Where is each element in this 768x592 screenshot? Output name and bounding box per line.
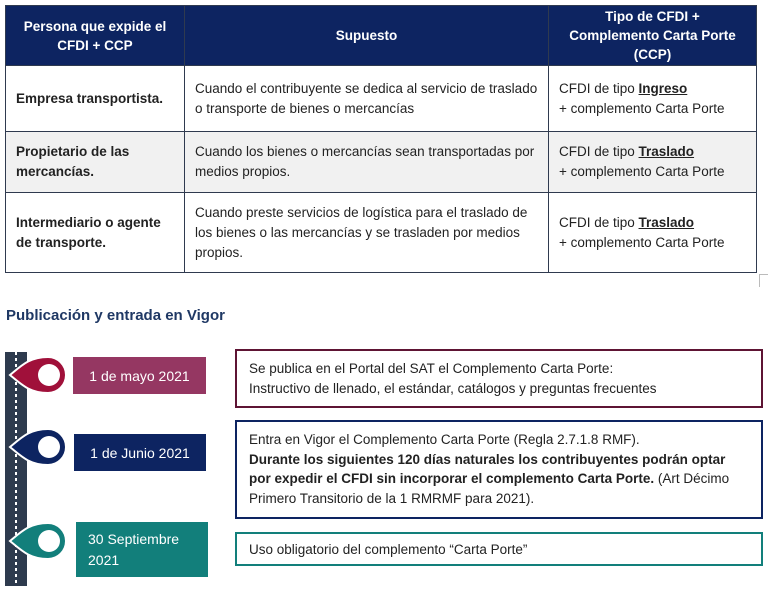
- tipo-suffix: + complemento Carta Porte: [559, 100, 725, 116]
- event-text: Entra en Vigor el Complemento Carta Porte (Regla 2.7.1.8 RMF).: [249, 432, 640, 447]
- event-description-september: [235, 532, 763, 566]
- tipo-suffix: + complemento Carta Porte: [559, 164, 725, 179]
- table-row: [6, 132, 757, 193]
- cell-supuesto: Cuando los bienes o mercancías sean transportadas por medios propios.: [185, 132, 549, 193]
- header-tipo: Tipo de CFDI + Complemento Carta Porte (CCP): [549, 6, 757, 66]
- event-description-may: [235, 349, 763, 408]
- date-line2: 2021: [88, 551, 120, 568]
- map-pin-icon: [8, 521, 70, 561]
- cell-persona: Propietario de las mercancías.: [6, 132, 185, 193]
- date-line1: 30 Septiembre: [88, 530, 180, 547]
- cfdi-table: [5, 5, 757, 273]
- table-row: [6, 193, 757, 273]
- text-boundary-mark: [759, 274, 768, 287]
- header-supuesto: Supuesto: [185, 6, 549, 66]
- tipo-value: Ingreso: [638, 80, 688, 96]
- event-text: Uso obligatorio del complemento “Carta Porte”: [249, 542, 528, 557]
- cell-supuesto: Cuando el contribuyente se dedica al servicio de traslado o transporte de bienes o mercancías: [185, 66, 549, 132]
- event-description-june: [235, 420, 763, 519]
- tipo-prefix: CFDI de tipo: [559, 144, 639, 159]
- cell-persona: Empresa transportista.: [6, 66, 185, 132]
- cell-tipo: [549, 66, 757, 132]
- map-pin-icon: [8, 355, 70, 395]
- tipo-prefix: CFDI de tipo: [559, 214, 639, 230]
- tipo-prefix: CFDI de tipo: [559, 80, 639, 96]
- cell-persona: Intermediario o agente de transporte.: [6, 193, 185, 273]
- date-badge-may: 1 de mayo 2021: [73, 357, 206, 394]
- date-badge-june: 1 de Junio 2021: [74, 434, 206, 471]
- event-text-2: Instructivo de llenado, el estándar, catálogos y preguntas frecuentes: [249, 380, 657, 396]
- cell-tipo: [549, 132, 757, 193]
- tipo-suffix: + complemento Carta Porte: [559, 234, 725, 250]
- section-title: Publicación y entrada en Vigor: [6, 307, 225, 324]
- cell-supuesto: Cuando preste servicios de logística para el traslado de los bienes o las mercancías y se trasladen por medios propios.: [185, 193, 549, 273]
- map-pin-icon: [8, 427, 70, 467]
- event-text: Se publica en el Portal del SAT el Complemento Carta Porte:: [249, 361, 614, 376]
- header-persona: Persona que expide el CFDI + CCP: [6, 6, 185, 66]
- date-badge-september: [76, 522, 208, 577]
- event-bold-text: Durante los siguientes 120 días naturales los contribuyentes podrán optar por expedir el CFDI sin incorporar el complemento Carta Porte.: [249, 451, 726, 486]
- table-row: [6, 66, 757, 132]
- tipo-value: Traslado: [638, 144, 695, 159]
- tipo-value: Traslado: [638, 214, 695, 230]
- table-header-row: [6, 6, 757, 66]
- cell-tipo: [549, 193, 757, 273]
- event-text-after: (Art Décimo Primero Transitorio de la 1 RMRMF para 2021).: [249, 471, 730, 506]
